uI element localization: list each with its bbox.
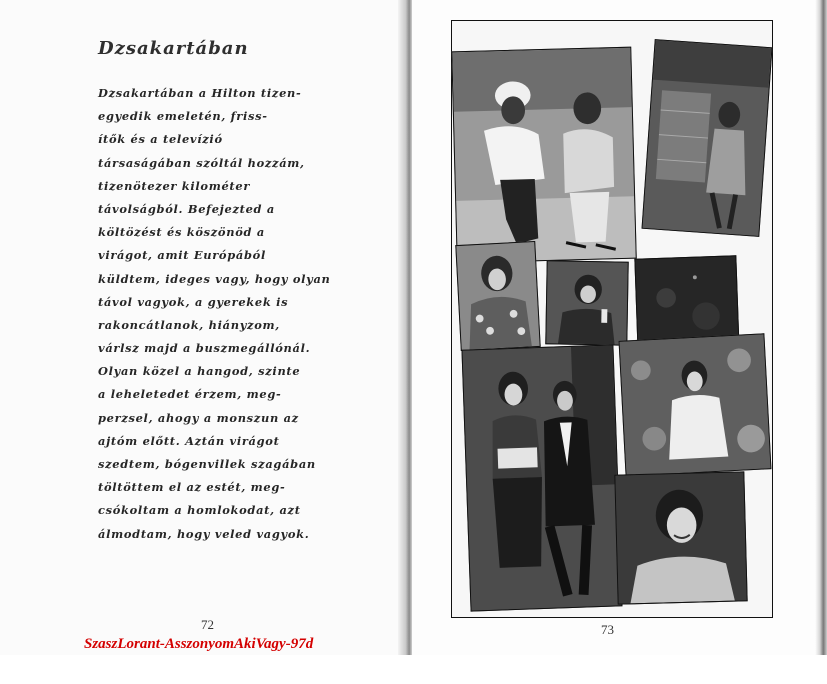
photo-floral-chair — [619, 333, 772, 476]
poem-line: egyedik emeletén, friss- — [98, 109, 268, 124]
page-number-left: 72 — [201, 617, 214, 632]
poem-line: szedtem, bógenvillek szagában — [98, 457, 316, 471]
poem-line: csókoltam a homlokodat, azt — [98, 503, 301, 518]
poem-line: küldtem, ideges vagy, hogy olyan — [98, 271, 331, 286]
book-spine — [398, 0, 412, 655]
poem-line: költözést és köszönöd a — [98, 225, 265, 240]
poem-line: perzsel, ahogy a monszun az — [98, 410, 299, 425]
page-edge — [815, 0, 827, 655]
photo-seated-glass — [545, 260, 628, 345]
poem-line: várlsz majd a buszmegállónál. — [98, 341, 311, 356]
poem-line: tizenötezer kilométer — [98, 178, 251, 193]
poem-line: töltöttem el az estét, meg- — [98, 480, 286, 495]
poem-line: virágot, amit Európából — [98, 248, 266, 263]
poem-line: álmodtam, hogy veled vagyok. — [98, 526, 310, 541]
poem-line: a leheletedet érzem, meg- — [98, 387, 282, 402]
poem-title: Dzsakartában — [98, 38, 249, 59]
poem-line: Dzsakartában a Hilton tizen- — [98, 86, 302, 100]
photo-couple — [461, 344, 622, 611]
poem-line: ajtóm előtt. Aztán virágot — [98, 433, 280, 448]
photo-patterned-jacket — [455, 241, 540, 351]
photo-smiling-woman — [614, 471, 747, 604]
photo-skaters — [451, 47, 636, 264]
poem-line: társaságában szóltál hozzám, — [98, 155, 305, 170]
watermark-text: SzaszLorant-AsszonyomAkiVagy-97d — [84, 636, 314, 652]
poem-line: rakoncátlanok, hiányzom, — [98, 317, 280, 332]
poem-line: távol vagyok, a gyerekek is — [98, 294, 289, 309]
poem-line: Olyan közel a hangod, szinte — [98, 364, 301, 379]
photo-collage — [451, 20, 773, 618]
poem-line: távolságból. Befejezted a — [98, 201, 275, 216]
poem-text — [98, 82, 331, 546]
photo-shelves — [642, 39, 773, 237]
page-number-right: 73 — [601, 622, 614, 637]
poem-line: ítők és a televízió — [98, 132, 223, 147]
